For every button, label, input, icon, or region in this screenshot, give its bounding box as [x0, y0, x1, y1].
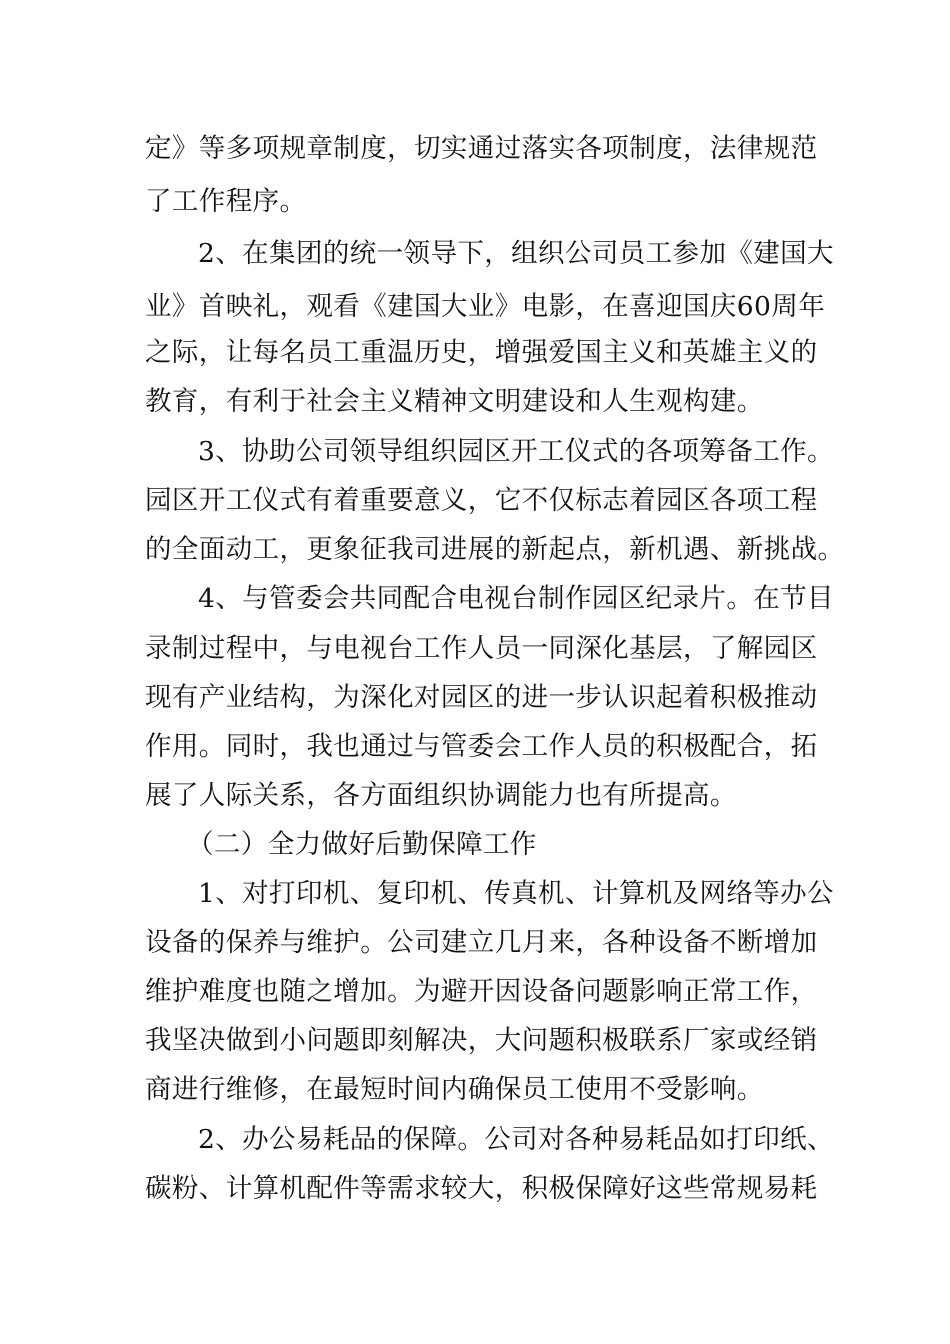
text-line: 园区开工仪式有着重要意义，它不仅标志着园区各项工程 [145, 485, 818, 516]
text-line: 商进行维修，在最短时间内确保员工使用不受影响。 [145, 1074, 764, 1105]
text-line: 维护难度也随之增加。为避开因设备问题影响正常工作， [145, 976, 818, 1007]
text-line: 录制过程中，与电视台工作人员一同深化基层，了解园区 [145, 633, 818, 664]
text-line: 作用。同时，我也通过与管委会工作人员的积极配合，拓 [145, 731, 818, 762]
text-line: 现有产业结构，为深化对园区的进一步认识起着积极推动 [145, 682, 818, 713]
text-line: 了工作程序。 [145, 186, 307, 217]
paragraph-start-line: 2、在集团的统一领导下，组织公司员工参加《建国大 [198, 238, 834, 269]
text-line: 之际，让每名员工重温历史，增强爱国主义和英雄主义的 [145, 337, 818, 368]
paragraph-start-line: 3、协助公司领导组织园区开工仪式的各项筹备工作。 [198, 436, 834, 467]
text-line: 设备的保养与维护。公司建立几月来，各种设备不断增加 [145, 927, 818, 958]
text-line: 展了人际关系，各方面组织协调能力也有所提高。 [145, 780, 737, 811]
text-line: 我坚决做到小问题即刻解决，大问题积极联系厂家或经销 [145, 1025, 818, 1056]
paragraph-start-line: 1、对打印机、复印机、传真机、计算机及网络等办公 [198, 878, 834, 909]
text-line: 教育，有利于社会主义精神文明建设和人生观构建。 [145, 386, 764, 417]
text-line: 的全面动工，更象征我司进展的新起点，新机遇、新挑战。 [145, 534, 845, 565]
paragraph-start-line: 4、与管委会共同配合电视台制作园区纪录片。在节目 [198, 583, 834, 614]
text-line: 业》首映礼，观看《建国大业》电影，在喜迎国庆60周年 [145, 291, 826, 322]
paragraph-start-line: 2、办公易耗品的保障。公司对各种易耗品如打印纸、 [198, 1124, 834, 1155]
text-line: 定》等多项规章制度，切实通过落实各项制度，法律规范 [145, 133, 818, 164]
text-line: 碳粉、计算机配件等需求较大，积极保障好这些常规易耗 [145, 1173, 818, 1204]
section-heading: （二）全力做好后勤保障工作 [187, 829, 537, 860]
